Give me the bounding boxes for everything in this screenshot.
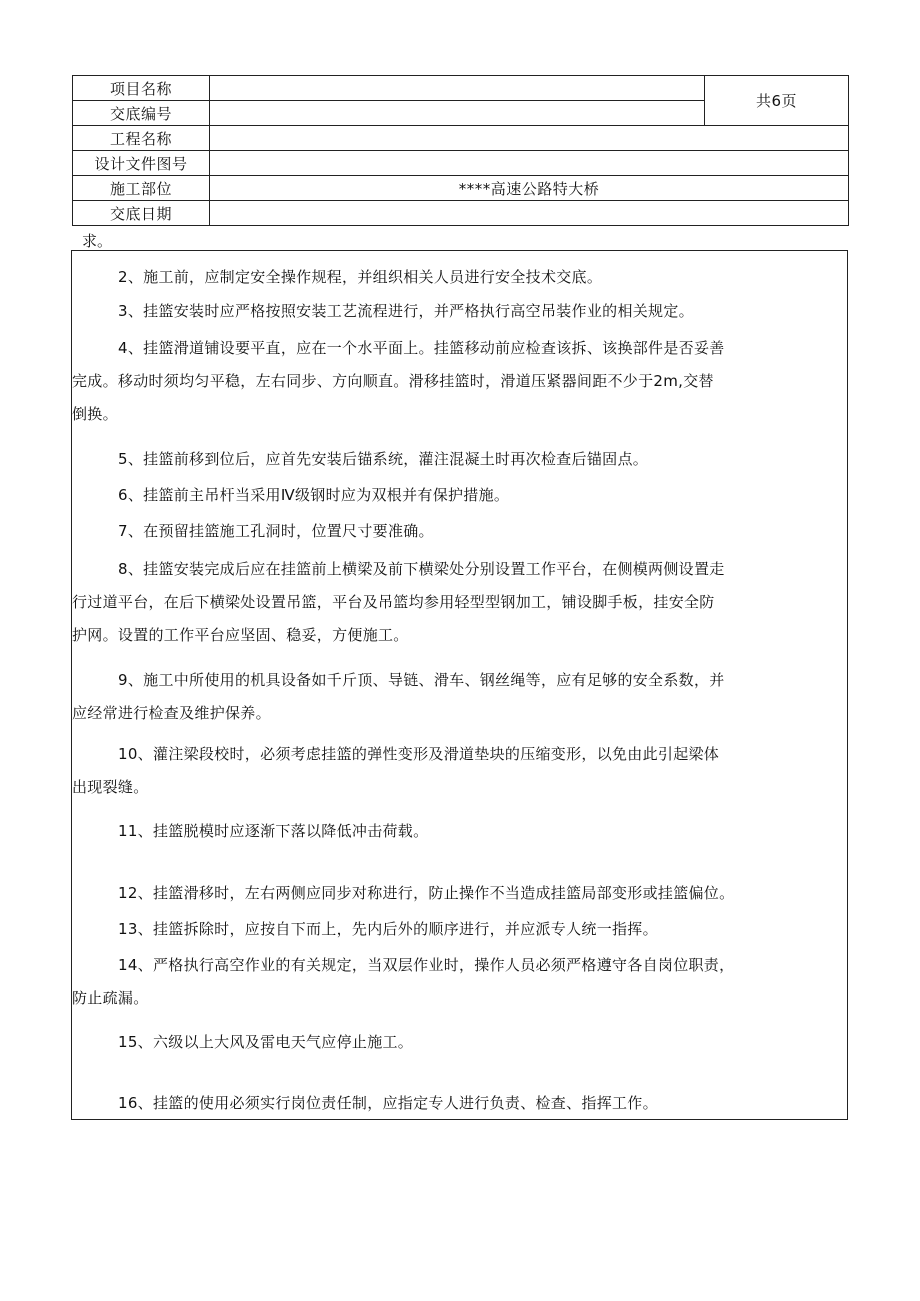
header-label: 工程名称	[73, 126, 210, 151]
list-item: 2、施工前，应制定安全操作规程，并组织相关人员进行安全技术交底。	[118, 268, 603, 286]
header-row	[73, 76, 849, 101]
header-row	[73, 151, 849, 176]
header-label: 施工部位	[73, 176, 210, 201]
page-count: 共6页	[705, 76, 849, 126]
list-item: 11、挂篮脱模时应逐渐下落以降低冲击荷载。	[118, 822, 429, 840]
content-box	[71, 250, 848, 1120]
list-item: 8、挂篮安装完成后应在挂篮前上横梁及前下横梁处分别设置工作平台，在侧模两侧设置走 行过道平台，在后下横梁处设置吊篮，平台及吊篮均参用轻型型钢加工，铺设脚手板，挂安全防 护网。设置的工作平台应坚固、稳妥，方便施工。	[72, 560, 725, 644]
header-label: 交底日期	[73, 201, 210, 226]
header-label: 交底编号	[73, 101, 210, 126]
list-item: 4、挂篮滑道铺设要平直，应在一个水平面上。挂篮移动前应检查该拆、该换部件是否妥善 完成。移动时须均匀平稳，左右同步、方向顺直。滑移挂篮时，滑道压紧器间距不少于2m,交替 倒换。	[72, 339, 725, 423]
header-row	[73, 176, 849, 201]
list-item: 6、挂篮前主吊杆当采用Ⅳ级钢时应为双根并有保护措施。	[118, 486, 510, 504]
header-row	[73, 201, 849, 226]
header-value	[210, 76, 705, 101]
list-item: 13、挂篮拆除时，应按自下而上，先内后外的顺序进行，并应派专人统一指挥。	[118, 920, 658, 938]
header-value	[210, 126, 849, 151]
header-row	[73, 126, 849, 151]
carry-over-text: 求。	[82, 232, 113, 250]
list-item: 14、严格执行高空作业的有关规定，当双层作业时，操作人员必须严格遵守各自岗位职责， 防止疏漏。	[72, 956, 735, 1007]
header-value	[210, 101, 705, 126]
list-item: 9、施工中所使用的机具设备如千斤顶、导链、滑车、钢丝绳等，应有足够的安全系数，并 应经常进行检查及维护保养。	[72, 671, 725, 722]
list-item: 12、挂篮滑移时，左右两侧应同步对称进行，防止操作不当造成挂篮局部变形或挂篮偏位。	[118, 884, 735, 902]
list-item: 7、在预留挂篮施工孔洞时，位置尺寸要准确。	[118, 522, 434, 540]
list-item: 5、挂篮前移到位后，应首先安装后锚系统，灌注混凝土时再次检查后锚固点。	[118, 450, 649, 468]
list-item: 10、灌注梁段校时，必须考虑挂篮的弹性变形及滑道垫块的压缩变形，以免由此引起梁体 出现裂缝。	[72, 745, 720, 796]
header-table	[72, 75, 849, 226]
list-item: 15、六级以上大风及雷电天气应停止施工。	[118, 1033, 414, 1051]
header-value	[210, 201, 849, 226]
header-label: 项目名称	[73, 76, 210, 101]
construction-location: ****高速公路特大桥	[210, 176, 849, 201]
header-label: 设计文件图号	[73, 151, 210, 176]
list-item: 3、挂篮安装时应严格按照安装工艺流程进行，并严格执行高空吊装作业的相关规定。	[118, 302, 694, 320]
list-item: 16、挂篮的使用必须实行岗位责任制，应指定专人进行负责、检查、指挥工作。	[118, 1094, 658, 1112]
header-value	[210, 151, 849, 176]
